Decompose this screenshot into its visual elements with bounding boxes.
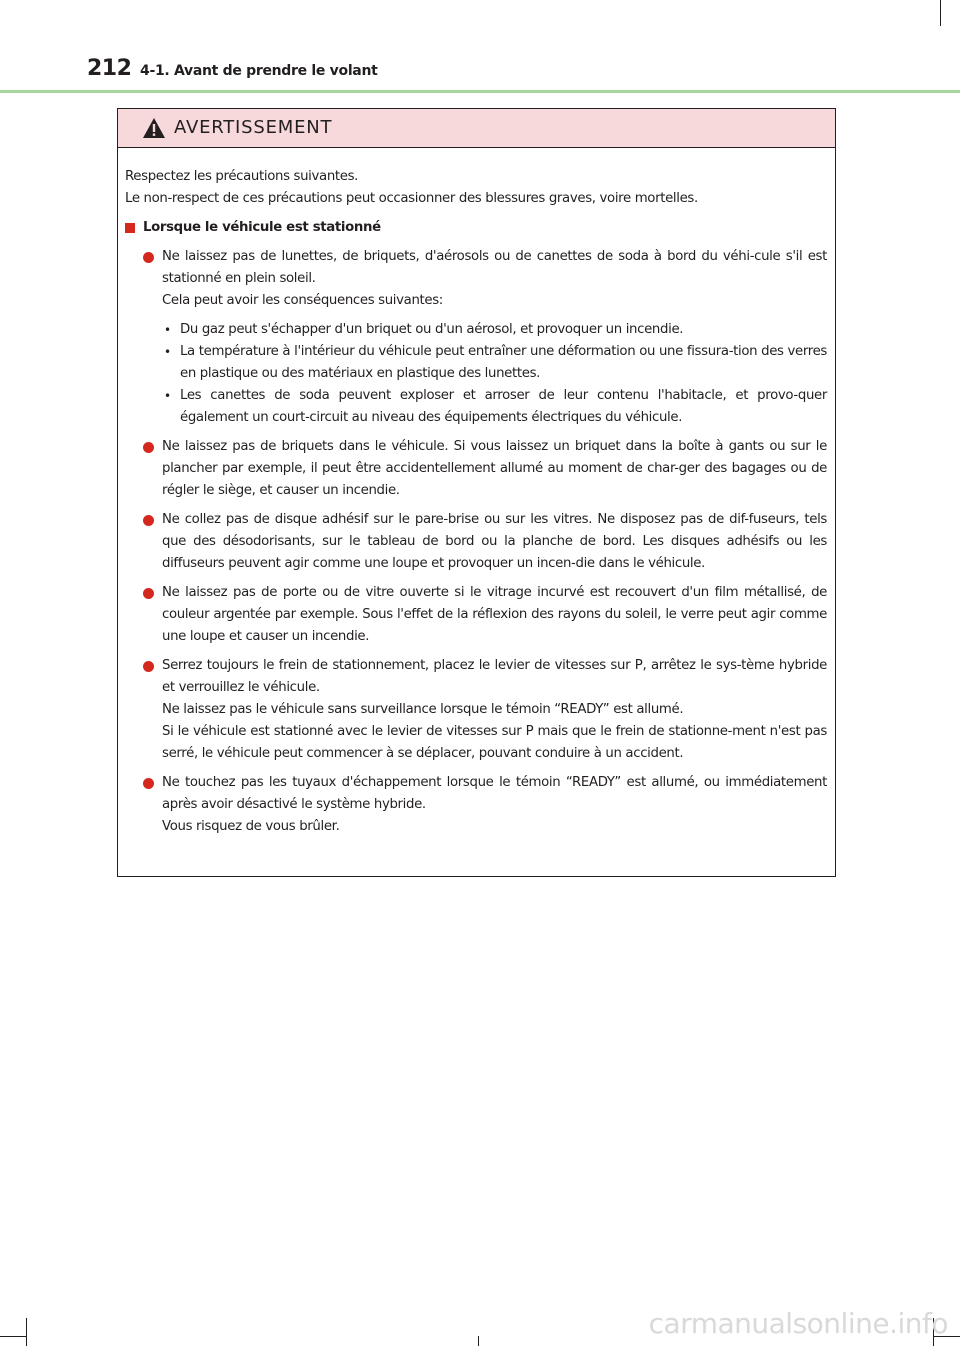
list-item [125, 509, 827, 575]
crop-mark [26, 1318, 27, 1346]
sub-list-item: • La température à l'intérieur du véhicule peut entraîner une déformation ou une fissura-tion des verres en plastique ou des matériaux en plastique des lunettes. [162, 341, 827, 385]
crop-mark [478, 1336, 479, 1346]
list-item [125, 582, 827, 648]
circle-bullet-icon [143, 588, 154, 599]
warning-header [118, 109, 835, 148]
circle-bullet-icon [143, 515, 154, 526]
subheading [125, 217, 827, 239]
crop-mark [0, 1336, 26, 1337]
item-paragraph: Ne laissez pas de porte ou de vitre ouverte si le vitrage incurvé est recouvert d'un film métallisé, de couleur argentée par exemple. Sous l'effet de la réflexion des rayons du soleil, le verre peut agir comme une loupe et causer un incendie. [162, 585, 827, 644]
subheading-text: Lorsque le véhicule est stationné [143, 220, 381, 235]
warning-title: AVERTISSEMENT [174, 117, 333, 138]
square-bullet-icon [125, 223, 135, 233]
item-paragraph: Ne touchez pas les tuyaux d'échappement lorsque le témoin “READY” est allumé, ou immédiatement après avoir désactivé le système hybride. [162, 775, 827, 812]
circle-bullet-icon [143, 661, 154, 672]
intro-line: Respectez les précautions suivantes. [125, 169, 359, 184]
item-paragraph: Si le véhicule est stationné avec le levier de vitesses sur P mais que le frein de stationne-ment n'est pas serré, le véhicule peut commencer à se déplacer, pouvant conduire à un accident. [162, 724, 827, 761]
sub-list-item: • Les canettes de soda peuvent exploser et arroser de leur contenu l'habitacle, et provo-quer également un court-circuit au niveau des équipements électriques du véhicule. [162, 385, 827, 429]
item-paragraph: Ne laissez pas de lunettes, de briquets, d'aérosols ou de canettes de soda à bord du véhi-cule s'il est stationné en plein soleil. [162, 249, 827, 286]
item-paragraph: Ne collez pas de disque adhésif sur le pare-brise ou sur les vitres. Ne disposez pas de dif-fuseurs, tels que des désodorisants, sur le tableau de bord ou la planche de bord. Les disques adhésifs ou les diffuseurs peuvent agir comme une loupe et provoquer un incen-die dans le véhicule. [162, 512, 827, 571]
section-title: 4-1. Avant de prendre le volant [140, 63, 378, 79]
warning-triangle-icon [142, 117, 166, 139]
warning-items [125, 246, 827, 838]
header-rule [0, 90, 960, 93]
item-paragraph: Serrez toujours le frein de stationnement, placez le levier de vitesses sur P, arrêtez le sys-tème hybride et verrouillez le véhicule. [162, 658, 827, 695]
warning-body [118, 148, 835, 838]
item-paragraph: Cela peut avoir les conséquences suivantes: [162, 293, 443, 308]
list-item [125, 436, 827, 502]
sub-list-item: • Du gaz peut s'échapper d'un briquet ou d'un aérosol, et provoquer un incendie. [162, 319, 827, 341]
item-paragraph: Ne laissez pas de briquets dans le véhicule. Si vous laissez un briquet dans la boîte à gants ou sur le plancher par exemple, il peut être accidentellement allumé au moment de char-ger des bagages ou de régler le siège, et causer un incendie. [162, 439, 827, 498]
sub-list [162, 319, 827, 429]
circle-bullet-icon [143, 442, 154, 453]
intro-line: Le non-respect de ces précautions peut occasionner des blessures graves, voire mortelles. [125, 191, 698, 206]
list-item [125, 655, 827, 765]
list-item [125, 772, 827, 838]
circle-bullet-icon [143, 778, 154, 789]
item-paragraph: Vous risquez de vous brûler. [162, 819, 340, 834]
circle-bullet-icon [143, 252, 154, 263]
list-item [125, 246, 827, 429]
crop-mark [940, 0, 941, 26]
page-number: 212 [87, 56, 132, 81]
watermark: carmanualsonline.info [648, 1307, 948, 1340]
warning-box [117, 108, 836, 877]
item-paragraph: Ne laissez pas le véhicule sans surveillance lorsque le témoin “READY” est allumé. [162, 702, 684, 717]
